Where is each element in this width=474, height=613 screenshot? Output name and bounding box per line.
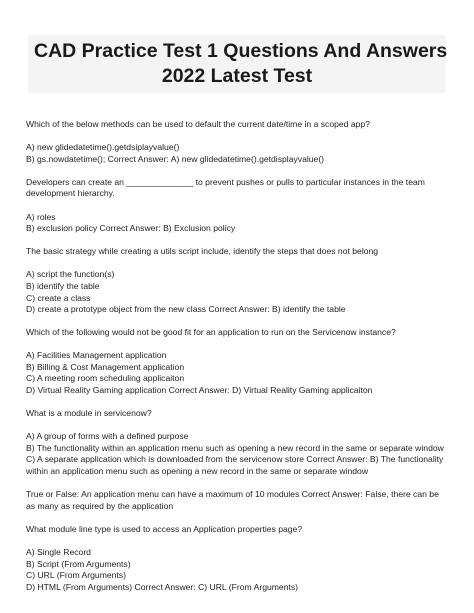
question-block-6 bbox=[26, 489, 448, 512]
question-text: Developers can create an ______________ to prevent pushes or pulls to particular instances in the team development hierarchy. bbox=[26, 176, 425, 199]
answer-option: A) Facilities Management application bbox=[26, 350, 167, 361]
answer-option: B) The functionality within an application menu such as opening a new record in the same or separate window bbox=[26, 442, 444, 453]
answer-option: B) Script (From Arguments) bbox=[26, 558, 131, 569]
answer-option: B) exclusion policy Correct Answer: B) Exclusion policy bbox=[26, 223, 236, 234]
title-line-1: CAD Practice Test 1 Questions And Answers bbox=[34, 40, 448, 62]
answer-option: B) identify the table bbox=[26, 280, 100, 291]
answer-option: D) HTML (From Arguments) Correct Answer: C) URL (From Arguments) bbox=[26, 581, 299, 592]
question-text: Which of the following would not be good fit for an application to run on the Servicenow instance? bbox=[26, 327, 396, 338]
answer-option: D) create a prototype object from the new class Correct Answer: B) identify the table bbox=[26, 304, 346, 315]
question-block-2 bbox=[26, 177, 448, 235]
answer-option: C) A separate application which is downloaded from the servicenow store Correct Answer: B) The functionality within an application menu such as opening a new record in the same or separate window bbox=[26, 454, 444, 476]
answer-option: D) Virtual Reality Gaming application Correct Answer: D) Virtual Reality Gaming applicaiton bbox=[26, 385, 373, 396]
answer-option: B) Billing & Cost Management application bbox=[26, 361, 185, 372]
answer-option: C) create a class bbox=[26, 292, 91, 303]
question-text: What is a module in servicenow? bbox=[26, 408, 152, 419]
question-text: True or False: An application menu can have a maximum of 10 modules Correct Answer: False, there can be as many as required by the application bbox=[26, 488, 439, 511]
question-block-3 bbox=[26, 246, 448, 316]
question-block-4 bbox=[26, 327, 448, 397]
question-text: What module line type is used to access an Application properties page? bbox=[26, 523, 303, 534]
answer-option: C) URL (From Arguments) bbox=[26, 570, 126, 581]
answer-option: A) Single Record bbox=[26, 546, 91, 557]
document-title bbox=[28, 35, 446, 93]
answer-option: A) roles bbox=[26, 211, 56, 222]
title-line-2: 2022 Latest Test bbox=[161, 65, 313, 87]
question-block-5 bbox=[26, 408, 448, 478]
answer-option: A) new glidedatetime().getdsiplayvalue() bbox=[26, 142, 180, 153]
question-block-7 bbox=[26, 524, 448, 594]
document-body bbox=[26, 119, 448, 593]
answer-option: C) A meeting room scheduling applicaiton bbox=[26, 373, 185, 384]
answer-option: B) gs.nowdatetime(); Correct Answer: A) new glidedatetime().getdisplayvalue() bbox=[26, 153, 325, 164]
question-text: Which of the below methods can be used to default the current date/time in a scoped app? bbox=[26, 119, 370, 129]
answer-option: A) A group of forms with a defined purpose bbox=[26, 431, 189, 442]
question-block-1 bbox=[26, 119, 448, 165]
question-text: The basic strategy while creating a utils script include, identify the steps that does not belong bbox=[26, 246, 379, 257]
answer-option: A) script the function(s) bbox=[26, 269, 115, 280]
